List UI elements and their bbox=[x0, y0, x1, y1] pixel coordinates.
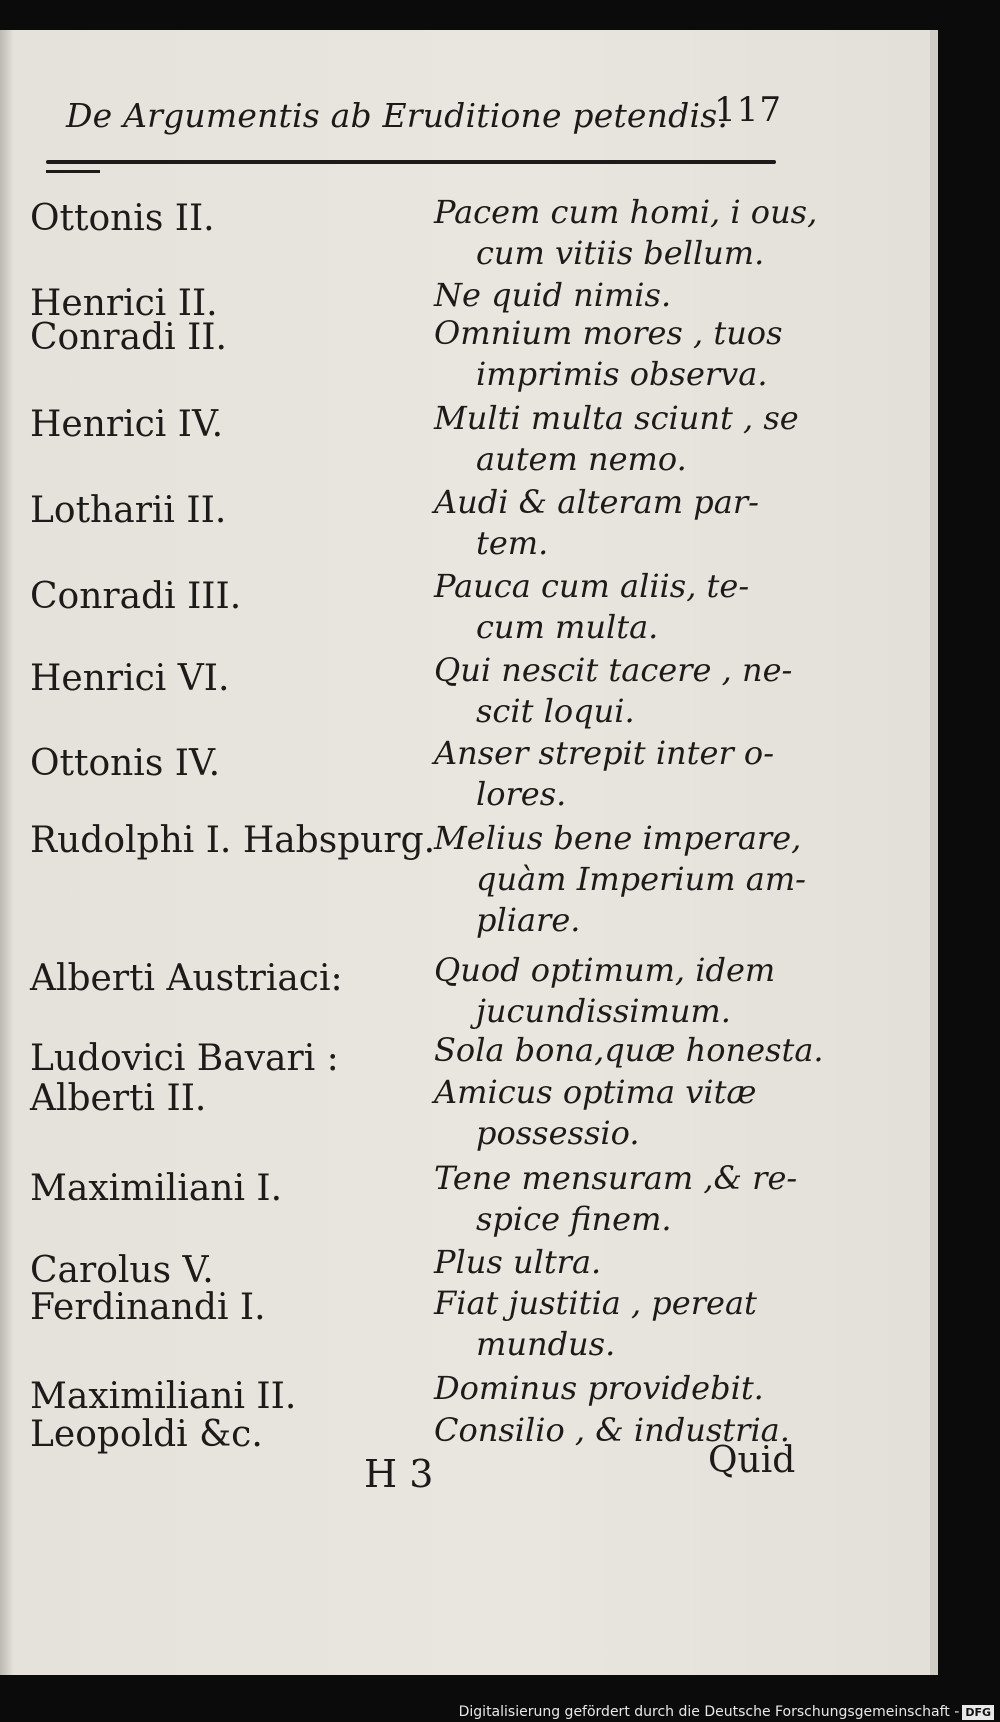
motto-line: Ne quid nimis. bbox=[434, 276, 672, 314]
motto-line: Quod optimum, idem bbox=[434, 951, 776, 989]
emperor-name: Alberti Austriaci: bbox=[30, 958, 343, 999]
motto-line: Consilio , & industria. bbox=[434, 1411, 790, 1449]
motto-text bbox=[434, 1072, 794, 1154]
motto-text bbox=[434, 1030, 824, 1071]
digitization-footer bbox=[459, 1704, 994, 1720]
motto-text bbox=[434, 1368, 794, 1409]
motto-line: imprimis observa. bbox=[476, 355, 768, 393]
motto-text bbox=[434, 313, 794, 395]
motto-text bbox=[434, 733, 794, 815]
catchword: Quid bbox=[708, 1440, 796, 1481]
emperor-name: Henrici IV. bbox=[30, 404, 224, 445]
motto-line: cum vitiis bellum. bbox=[476, 234, 765, 272]
motto-text bbox=[434, 482, 794, 564]
emperor-name: Rudolphi I. Habspurg. bbox=[30, 820, 436, 861]
emperor-name: Henrici II. bbox=[30, 283, 218, 324]
emperor-name: Alberti II. bbox=[30, 1078, 207, 1119]
motto-text bbox=[434, 1242, 794, 1283]
signature-mark: H 3 bbox=[364, 1452, 434, 1496]
emperor-name: Ferdinandi I. bbox=[30, 1287, 266, 1328]
motto-line: Pacem cum homi, i ous, bbox=[434, 193, 818, 231]
emperor-name: Maximiliani II. bbox=[30, 1376, 297, 1417]
motto-line: jucundissimum. bbox=[476, 992, 731, 1030]
motto-text bbox=[434, 650, 794, 732]
motto-line: spice finem. bbox=[476, 1200, 672, 1238]
motto-line: possessio. bbox=[476, 1114, 640, 1152]
emperor-name: Ottonis II. bbox=[30, 198, 215, 239]
emperor-name: Ludovici Bavari : bbox=[30, 1038, 339, 1079]
emperor-name: Conradi II. bbox=[30, 317, 227, 358]
motto-line: Omnium mores , tuos bbox=[434, 314, 783, 352]
motto-line: quàm Imperium am- bbox=[476, 860, 806, 898]
motto-text bbox=[434, 950, 794, 1032]
motto-line: pliare. bbox=[476, 901, 581, 939]
motto-text bbox=[434, 398, 799, 480]
motto-text bbox=[434, 1283, 794, 1365]
motto-line: lores. bbox=[476, 775, 567, 813]
running-head: De Argumentis ab Eruditione petendis. bbox=[66, 96, 729, 135]
motto-text bbox=[434, 192, 818, 274]
motto-line: tem. bbox=[476, 524, 549, 562]
motto-line: Dominus providebit. bbox=[434, 1369, 764, 1407]
motto-line: Sola bona,quæ honesta. bbox=[434, 1031, 824, 1069]
header-rule bbox=[46, 160, 776, 164]
emperor-name: Conradi III. bbox=[30, 576, 242, 617]
header-rule-stub bbox=[46, 170, 100, 173]
emperor-name: Carolus V. bbox=[30, 1250, 214, 1291]
motto-line: Audi & alteram par- bbox=[434, 483, 759, 521]
motto-line: Amicus optima vitæ bbox=[434, 1073, 757, 1111]
emperor-name: Leopoldi &c. bbox=[30, 1414, 263, 1455]
motto-line: scit loqui. bbox=[476, 692, 635, 730]
motto-line: cum multa. bbox=[476, 608, 659, 646]
footer-text: Digitalisierung gefördert durch die Deutsche Forschungsgemeinschaft - bbox=[458, 1704, 960, 1720]
spine-shadow bbox=[0, 30, 14, 1675]
motto-line: autem nemo. bbox=[476, 440, 687, 478]
motto-line: mundus. bbox=[476, 1325, 616, 1363]
motto-text bbox=[434, 818, 806, 941]
dfg-badge: DFG bbox=[962, 1705, 994, 1720]
motto-line: Melius bene imperare, bbox=[434, 819, 802, 857]
motto-line: Qui nescit tacere , ne- bbox=[434, 651, 793, 689]
motto-text bbox=[434, 1158, 798, 1240]
motto-line: Fiat justitia , pereat bbox=[434, 1284, 757, 1322]
motto-text bbox=[434, 566, 794, 648]
emperor-name: Henrici VI. bbox=[30, 658, 230, 699]
motto-line: Multi multa sciunt , se bbox=[434, 399, 799, 437]
motto-line: Plus ultra. bbox=[434, 1243, 602, 1281]
emperor-name: Maximiliani I. bbox=[30, 1168, 283, 1209]
page-number: 117 bbox=[714, 90, 782, 130]
motto-line: Pauca cum aliis, te- bbox=[434, 567, 750, 605]
emperor-name: Ottonis IV. bbox=[30, 743, 221, 784]
motto-line: Tene mensuram ,& re- bbox=[434, 1159, 798, 1197]
page-header bbox=[66, 84, 782, 154]
motto-line: Anser strepit inter o- bbox=[434, 734, 774, 772]
emperor-name: Lotharii II. bbox=[30, 490, 227, 531]
motto-text bbox=[434, 275, 794, 316]
